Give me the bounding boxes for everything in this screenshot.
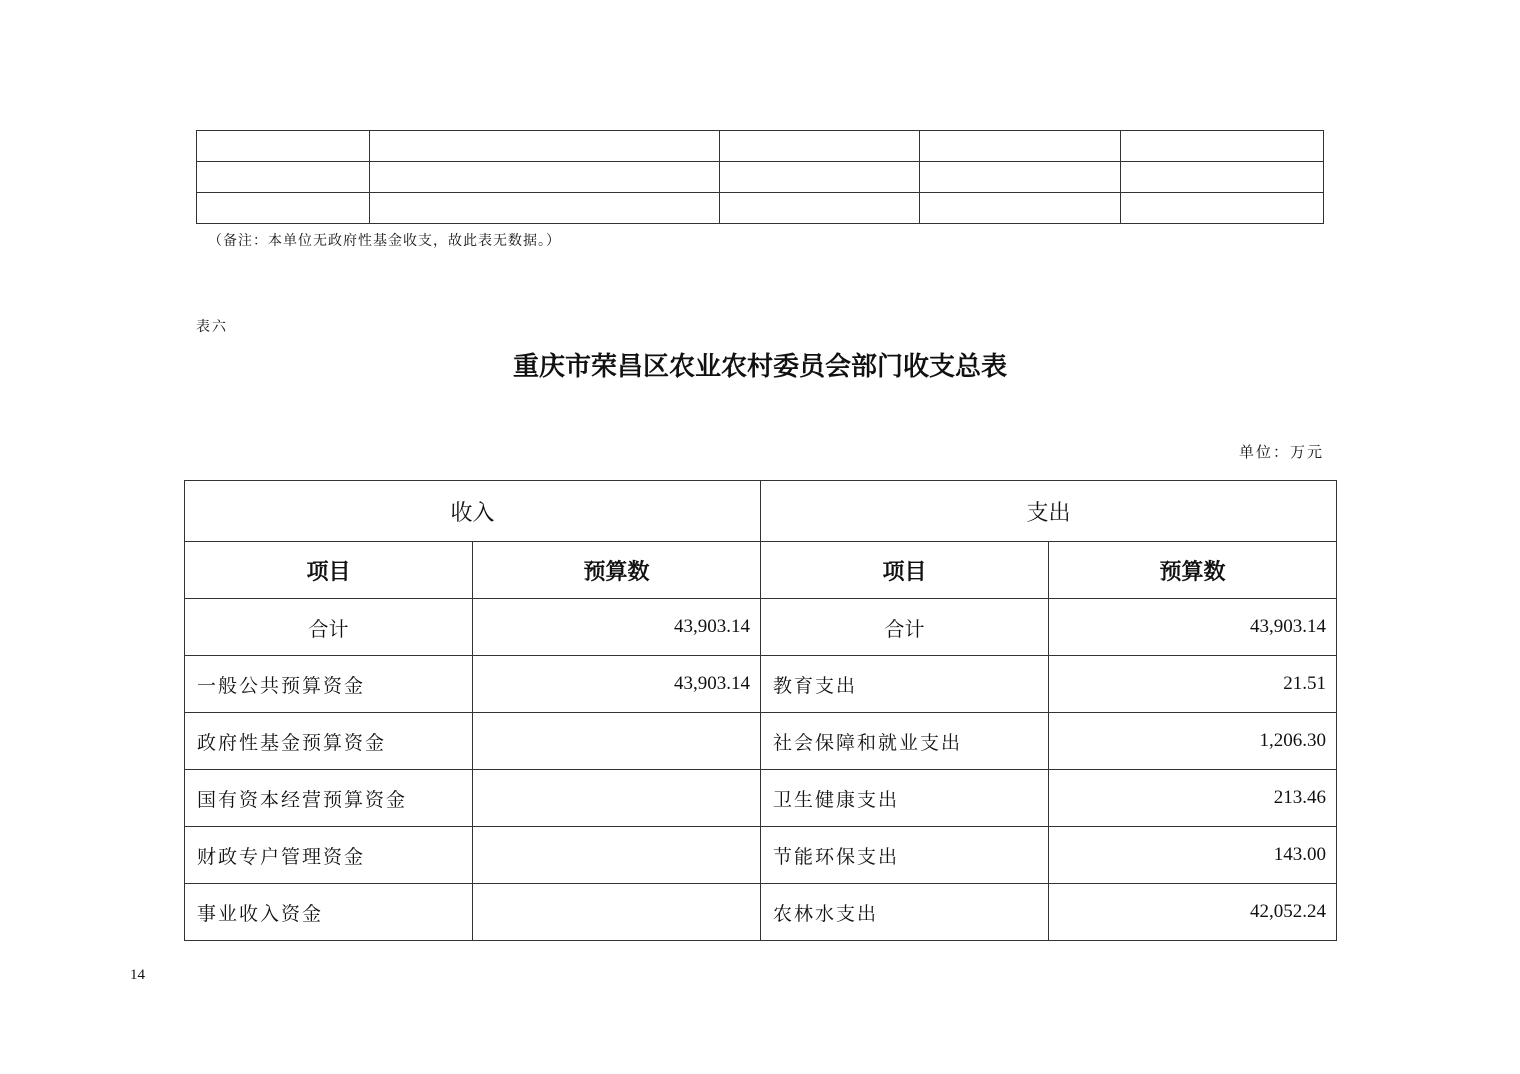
empty-fund-table — [196, 130, 1324, 224]
income-item: 财政专户管理资金 — [185, 827, 473, 884]
table-row — [185, 827, 1337, 884]
income-value — [473, 713, 761, 770]
total-row — [185, 599, 1337, 656]
income-value — [473, 770, 761, 827]
budget-summary-table — [184, 480, 1337, 941]
expense-value: 42,052.24 — [1049, 884, 1337, 941]
expense-value: 143.00 — [1049, 827, 1337, 884]
income-budget-header: 预算数 — [473, 542, 761, 599]
expense-item: 农林水支出 — [761, 884, 1049, 941]
income-item: 一般公共预算资金 — [185, 656, 473, 713]
income-item: 政府性基金预算资金 — [185, 713, 473, 770]
expense-value: 213.46 — [1049, 770, 1337, 827]
table-row — [185, 656, 1337, 713]
expense-item: 社会保障和就业支出 — [761, 713, 1049, 770]
income-value: 43,903.14 — [473, 656, 761, 713]
income-total-label: 合计 — [185, 599, 473, 656]
expense-budget-header: 预算数 — [1049, 542, 1337, 599]
expense-item: 节能环保支出 — [761, 827, 1049, 884]
table-row — [185, 770, 1337, 827]
unit-label: 单位：万元 — [1238, 443, 1324, 461]
table-row — [197, 193, 1324, 224]
income-item: 国有资本经营预算资金 — [185, 770, 473, 827]
page-title: 重庆市荣昌区农业农村委员会部门收支总表 — [512, 352, 1007, 382]
expense-total-value: 43,903.14 — [1049, 599, 1337, 656]
group-header-row — [185, 481, 1337, 542]
income-item: 事业收入资金 — [185, 884, 473, 941]
expense-value: 1,206.30 — [1049, 713, 1337, 770]
expense-value: 21.51 — [1049, 656, 1337, 713]
table-row — [197, 131, 1324, 162]
page-number: 14 — [130, 967, 145, 983]
expense-total-label: 合计 — [761, 599, 1049, 656]
expense-item-header: 项目 — [761, 542, 1049, 599]
income-total-value: 43,903.14 — [473, 599, 761, 656]
table-row — [197, 162, 1324, 193]
column-header-row — [185, 542, 1337, 599]
income-item-header: 项目 — [185, 542, 473, 599]
income-value — [473, 827, 761, 884]
expense-header: 支出 — [761, 481, 1337, 542]
income-value — [473, 884, 761, 941]
table-note: （备注：本单位无政府性基金收支，故此表无数据。） — [208, 233, 561, 249]
table-row — [185, 884, 1337, 941]
table-row — [185, 713, 1337, 770]
expense-item: 卫生健康支出 — [761, 770, 1049, 827]
table-number-label: 表六 — [196, 319, 228, 335]
expense-item: 教育支出 — [761, 656, 1049, 713]
income-header: 收入 — [185, 481, 761, 542]
